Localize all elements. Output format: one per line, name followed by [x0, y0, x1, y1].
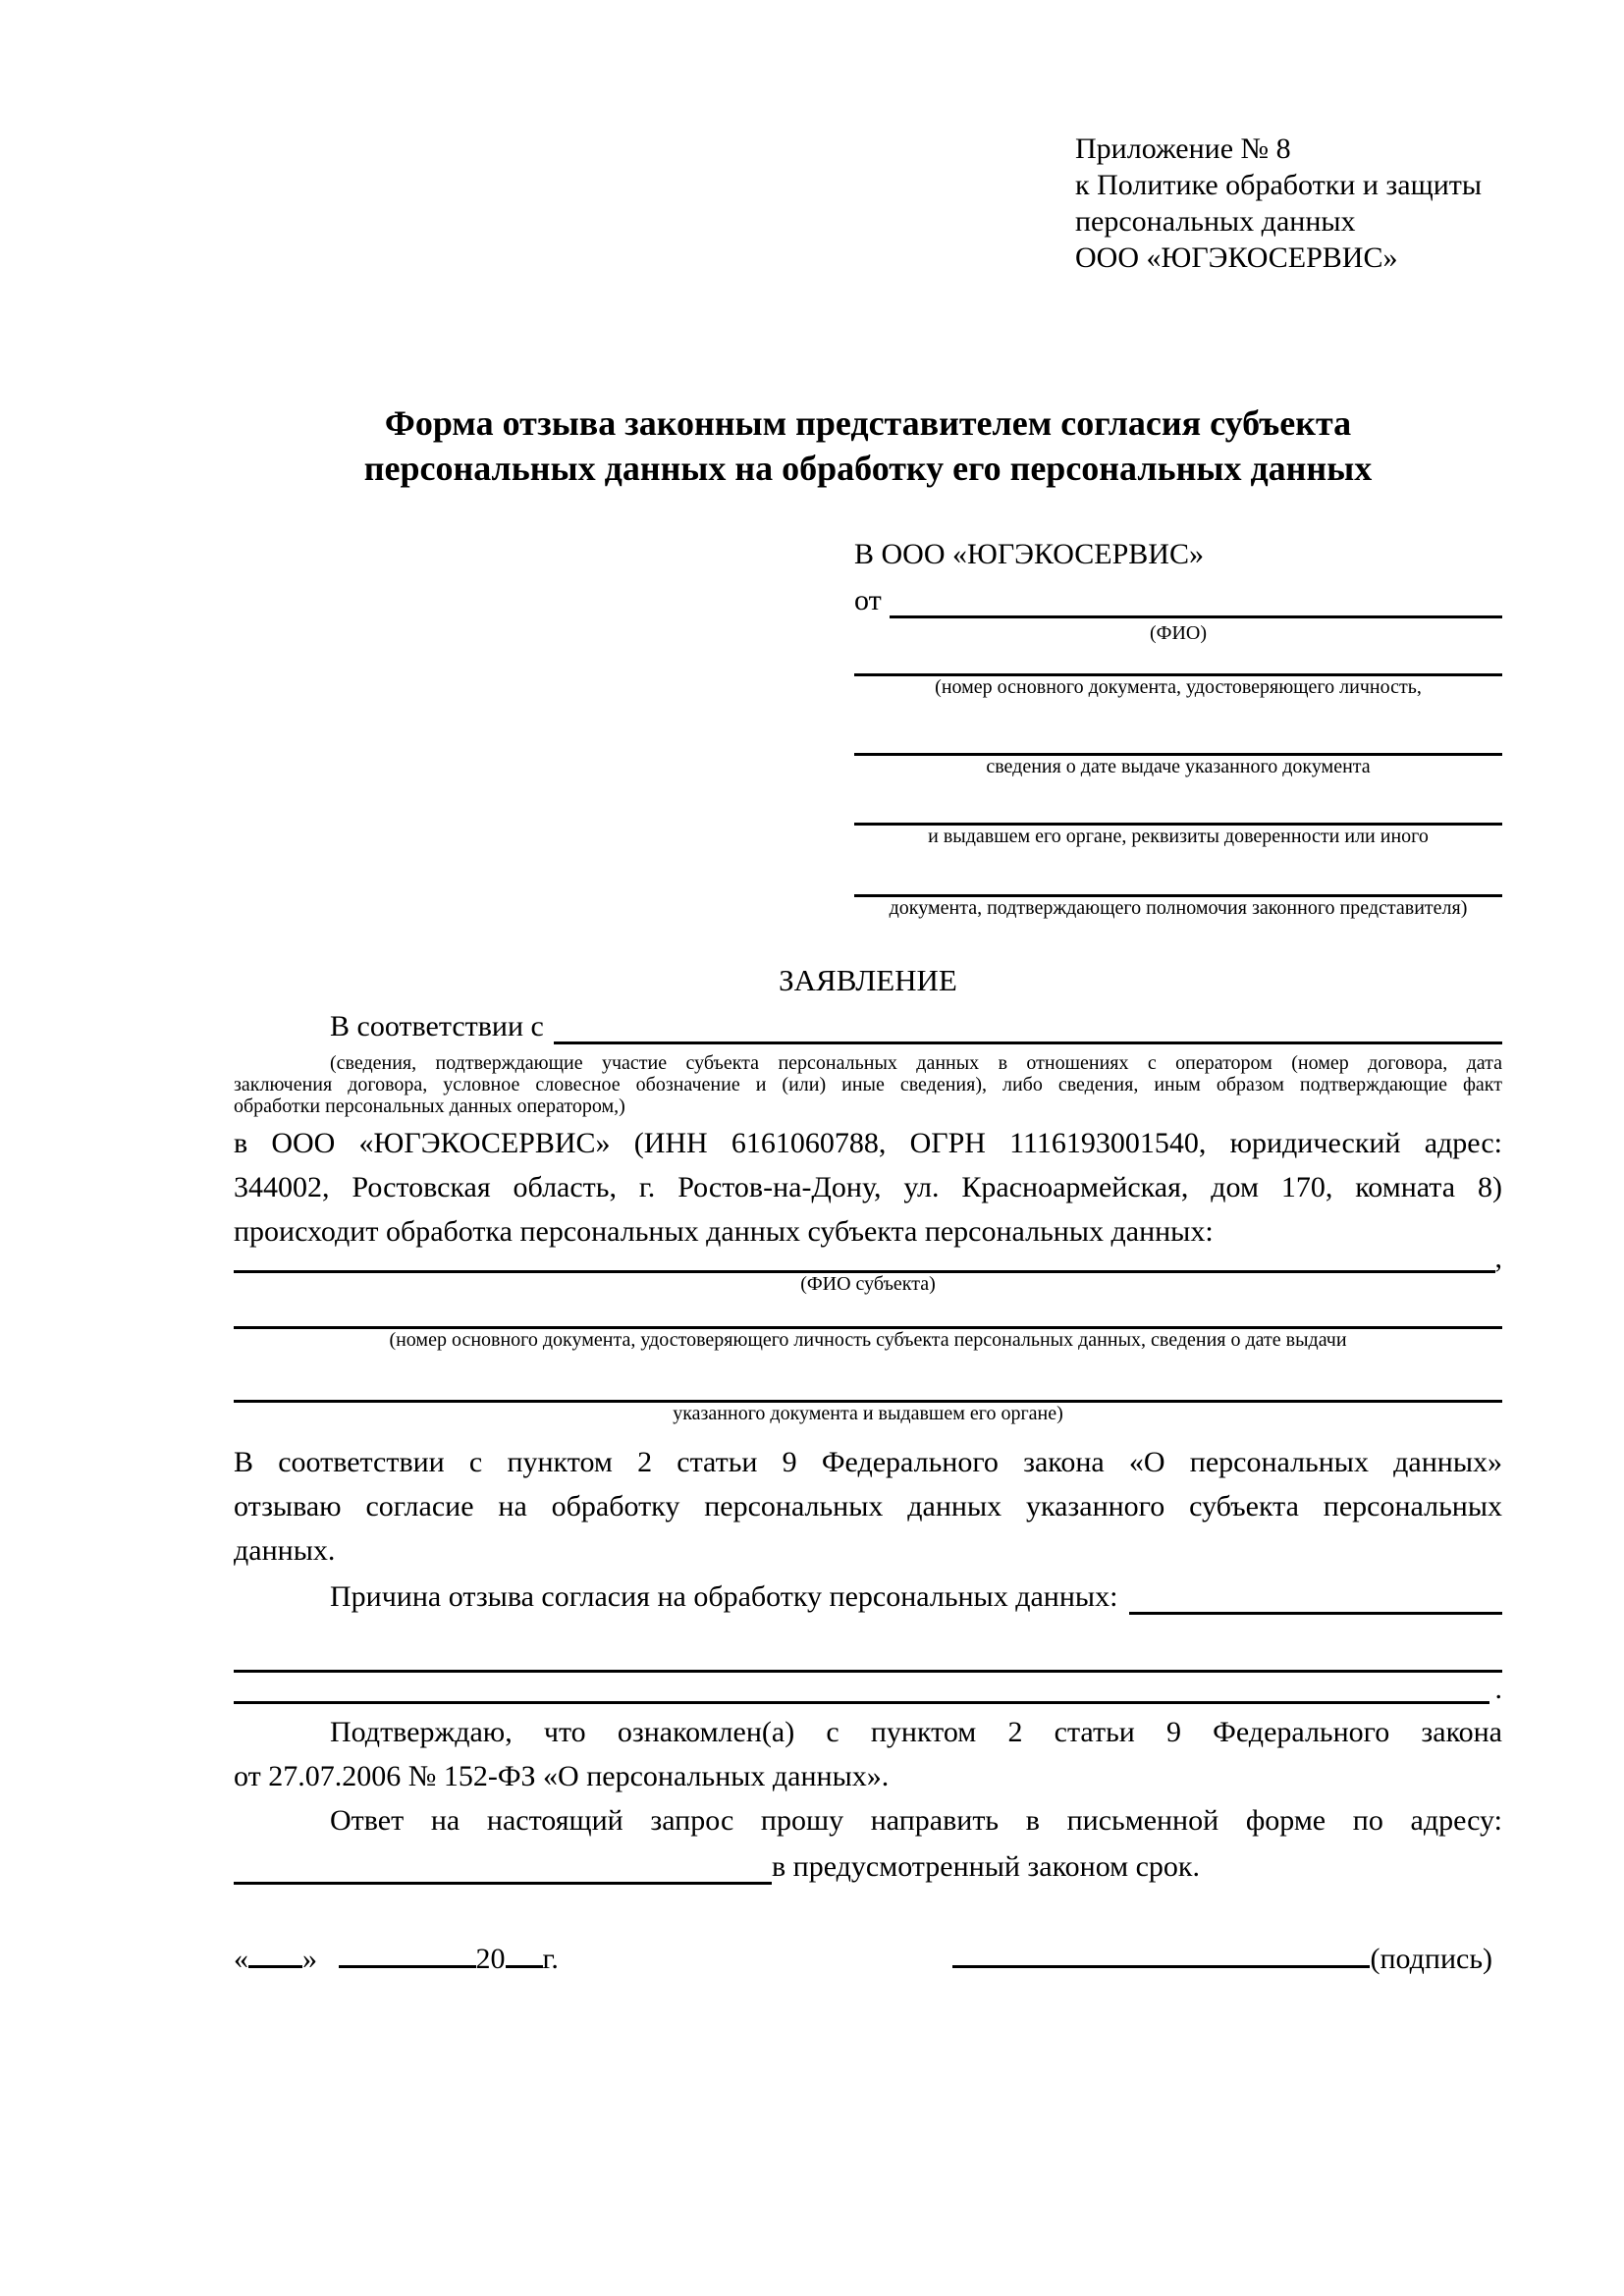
operator-paragraph-line: 344002, Ростовская область, г. Ростов-на-Дону, ул. Красноармейская, дом 170, комната 8): [234, 1171, 1502, 1203]
doc-date-blank-line: [854, 698, 1502, 756]
doc-caption: документа, подтверждающего полномочия законного представителя): [889, 897, 1468, 919]
doc-authority-blank-line: [854, 847, 1502, 897]
year-prefix: 20: [475, 1943, 506, 1975]
appendix-header-line: Приложение № 8: [1075, 133, 1291, 165]
doc-number-blank-line: [854, 644, 1502, 676]
withdrawal-paragraph: [234, 1440, 1502, 1573]
operator-paragraph-line: в ООО «ЮГЭКОСЕРВИС» (ИНН 6161060788, ОГРН 1116193001540, юридический адрес:: [234, 1127, 1502, 1159]
operator-paragraph: [234, 1121, 1502, 1254]
page-content: [234, 0, 1502, 1981]
quote-close: »: [302, 1943, 317, 1975]
confirmation-paragraph-line: от 27.07.2006 № 152-ФЗ «О персональных данных».: [234, 1760, 890, 1792]
subject-doc-blank-line: [234, 1295, 1502, 1329]
doc-issuer-blank-line: [854, 777, 1502, 826]
response-address-row: [234, 1842, 1502, 1889]
subject-fio-row: [234, 1242, 1502, 1274]
document-title-line: персональных данных на обработку его персональных данных: [363, 449, 1373, 488]
subject-doc-issuer-blank-line: [234, 1351, 1502, 1403]
trailing-period: .: [1494, 1673, 1502, 1705]
confirmation-paragraph-line: Подтверждаю, что ознакомлен(а) с пунктом 2 статьи 9 Федерального закона: [330, 1716, 1502, 1748]
date-row: [234, 1932, 559, 1981]
subject-doc-caption: указанного документа и выдавшем его органе): [673, 1403, 1063, 1424]
from-row: [854, 576, 1502, 622]
reason-label: Причина отзыва согласия на обработку персональных данных:: [330, 1580, 1118, 1613]
appendix-header-line: к Политике обработки и защиты: [1075, 169, 1483, 201]
signature-caption: (подпись): [1370, 1943, 1492, 1975]
reason-continuation-row: [234, 1675, 1502, 1704]
document-title-line: Форма отзыва законным представителем согласия субъекта: [384, 403, 1352, 443]
response-tail: в предусмотренный законом срок.: [772, 1850, 1200, 1883]
from-label: от: [854, 584, 882, 616]
month-blank-line: [339, 1932, 476, 1968]
reason-continuation-blank-line: [234, 1642, 1502, 1673]
signature-blank-line: [952, 1932, 1370, 1968]
reason-row: [234, 1573, 1502, 1619]
appendix-header-line: персональных данных: [1075, 205, 1356, 238]
appendix-header-line: ООО «ЮГЭКОСЕРВИС»: [1075, 241, 1398, 274]
addressee-org: В ООО «ЮГЭКОСЕРВИС»: [854, 538, 1204, 570]
basis-note-line: обработки персональных данных оператором,): [234, 1095, 625, 1117]
year-suffix: г.: [542, 1943, 559, 1975]
reason-continuation-blank-line: [234, 1674, 1489, 1704]
doc-caption: (номер основного документа, удостоверяющего личность,: [935, 676, 1422, 698]
addressee-block: [854, 532, 1502, 919]
address-blank-line: [234, 1842, 772, 1885]
subject-fio-caption: (ФИО субъекта): [800, 1273, 936, 1295]
quote-open: «: [234, 1943, 248, 1975]
withdrawal-paragraph-line: данных.: [234, 1534, 336, 1567]
subject-fio-blank-line: [234, 1253, 1495, 1273]
response-paragraph-line: Ответ на настоящий запрос прошу направить в письменной форме по адресу:: [330, 1804, 1502, 1837]
statement-heading: ЗАЯВЛЕНИЕ: [779, 963, 957, 997]
basis-note-line: (сведения, подтверждающие участие субъекта персональных данных в отношениях с оператором (номер договора, дата: [330, 1052, 1502, 1074]
reason-blank-line: [1129, 1573, 1502, 1615]
operator-paragraph-line: происходит обработка персональных данных субъекта персональных данных:: [234, 1215, 1214, 1248]
basis-note-line: заключения договора, условное словесное обозначение и (или) иные сведения), либо сведения, иным образом подтверждающие факт: [234, 1074, 1502, 1095]
withdrawal-paragraph-line: отзываю согласие на обработку персональных данных указанного субъекта персональных: [234, 1490, 1502, 1522]
confirmation-paragraph: [234, 1710, 1502, 1798]
basis-note: [234, 1052, 1502, 1117]
doc-caption: сведения о дате выдаче указанного документа: [986, 756, 1371, 777]
doc-caption: и выдавшем его органе, реквизиты доверенности или иного: [928, 826, 1429, 847]
intro-label: В соответствии с: [330, 1010, 544, 1042]
signature-footer: [234, 1932, 1502, 1981]
trailing-comma: ,: [1494, 1242, 1502, 1274]
day-blank-line: [248, 1932, 302, 1968]
document-title: [234, 400, 1502, 491]
fio-caption: (ФИО): [1149, 622, 1207, 644]
subject-doc-caption: (номер основного документа, удостоверяющего личность субъекта персональных данных, сведения о дате выдачи: [389, 1329, 1347, 1351]
year-blank-line: [506, 1932, 543, 1968]
withdrawal-paragraph-line: В соответствии с пунктом 2 статьи 9 Федерального закона «О персональных данных»: [234, 1446, 1502, 1478]
appendix-header: [1075, 0, 1502, 276]
fio-blank-line: [890, 576, 1502, 618]
intro-row: [234, 1002, 1502, 1048]
signature-row: [952, 1932, 1492, 1981]
basis-blank-line: [554, 1002, 1502, 1044]
